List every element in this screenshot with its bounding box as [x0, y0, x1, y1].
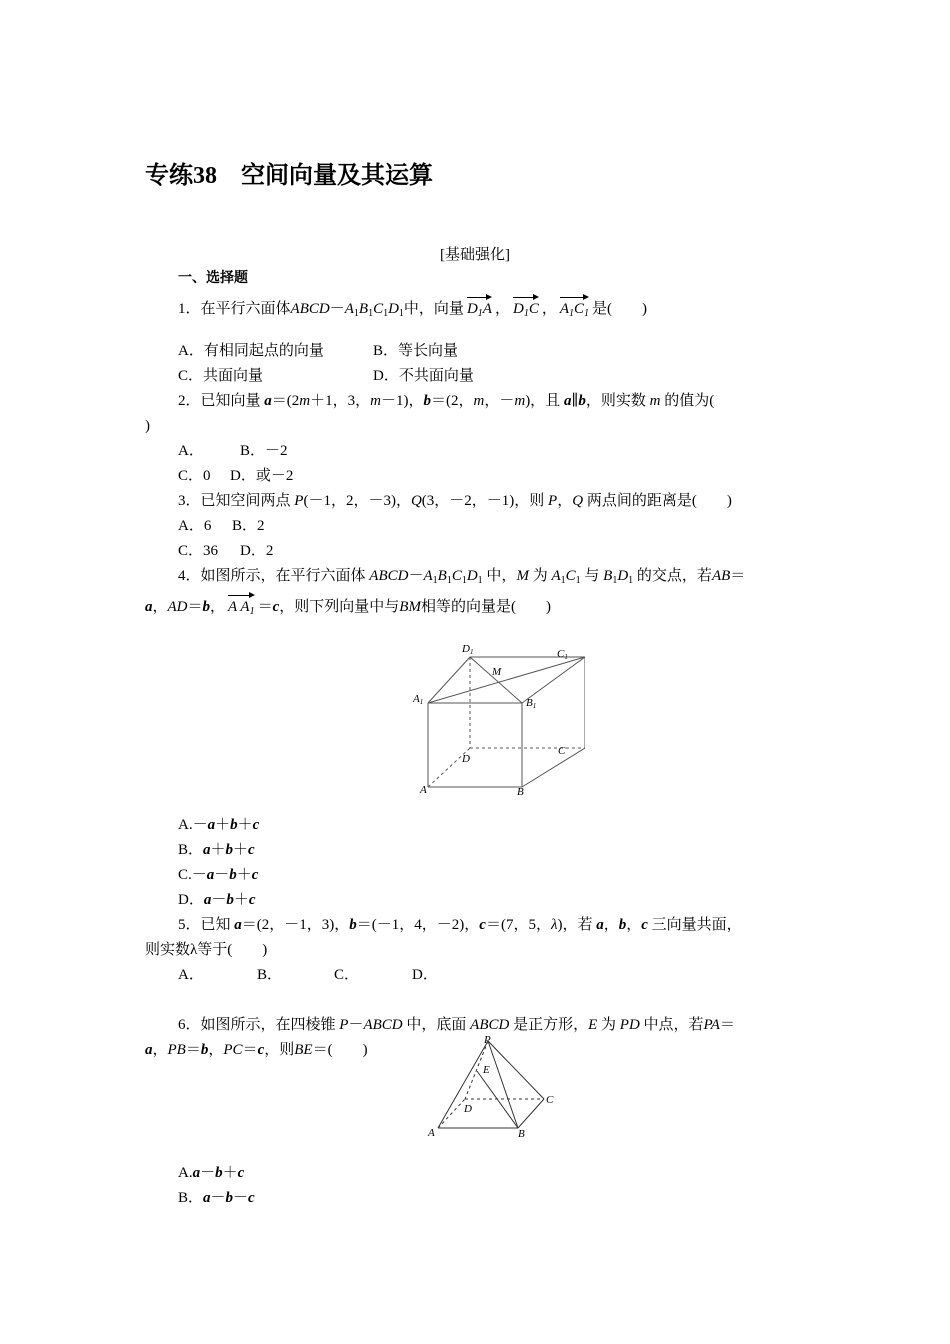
- q3-option-a: A．6: [178, 518, 212, 534]
- label-c: C: [558, 745, 566, 757]
- page-title: 专练38 空间向量及其运算: [145, 161, 433, 189]
- question-2: 2．已知向量 a＝(2m＋1，3，m－1)，b＝(2，m，－m)，且 a∥b，则实数 m 的值为(: [178, 393, 715, 409]
- label-d: D: [464, 1103, 472, 1115]
- q5-continuation: 则实数λ等于( ): [145, 942, 268, 958]
- q6-option-a: A.a－b＋c: [178, 1165, 245, 1181]
- question-6: 6．如图所示，在四棱锥 P－ABCD 中，底面 ABCD 是正方形，E 为 PD 中点，若PA＝: [178, 1017, 735, 1033]
- label-e: E: [483, 1064, 490, 1076]
- q1-option-b: B．等长向量: [373, 343, 459, 359]
- q5-option-c: C．: [334, 967, 360, 983]
- q2-option-b: B．－2: [240, 443, 288, 459]
- q1-option-a: A．有相同起点的向量: [178, 343, 324, 359]
- q4-option-c: C.－a－b＋c: [178, 867, 259, 883]
- label-m: M: [492, 666, 502, 678]
- label-b1: B1: [526, 697, 537, 710]
- label-c1: C1: [557, 648, 568, 661]
- part-heading: 一、选择题: [178, 270, 248, 286]
- label-a: A: [428, 1127, 435, 1139]
- q2-option-a: A．: [178, 443, 204, 459]
- q2-option-c: C．0: [178, 468, 211, 484]
- q5-option-a: A．: [178, 967, 204, 983]
- label-p: P: [484, 1035, 491, 1046]
- q3-option-b: B．2: [232, 518, 265, 534]
- question-3: 3．已知空间两点 P(－1，2，－3)，Q(3，－2，－1)，则 P，Q 两点间的距离是( ): [178, 493, 732, 509]
- question-6-line2: a，PB＝b，PC＝c，则BE＝( ): [145, 1042, 368, 1058]
- question-4: 4．如图所示，在平行六面体 $ABCD-A_1B_1C_1D_1$ 中，M 为 $A_1C_1$ 与 $B_1D_1$ 的交点，若AB＝: [178, 568, 746, 586]
- label-a: A: [420, 784, 427, 796]
- q2-option-d: D．或－2: [230, 468, 294, 484]
- parallelepiped-figure: [405, 640, 585, 805]
- q2-continuation: ): [145, 418, 150, 434]
- label-b: B: [517, 786, 524, 798]
- q4-option-b: B．a＋b＋c: [178, 842, 255, 858]
- label-b: B: [518, 1128, 525, 1140]
- question-1: 1．在平行六面体$ABCD-A_1B_1C_1D_1$中，向量 $D_1A$ ， $D_1C$ ， $A_1C_1$ 是( ): [178, 293, 647, 324]
- q1-option-d: D．不共面向量: [373, 368, 474, 384]
- q5-option-d: D．: [412, 967, 438, 983]
- label-d1: D1: [462, 643, 474, 656]
- q4-option-a: A.－a＋b＋c: [178, 817, 260, 833]
- question-5: 5．已知 a＝(2，－1，3)，b＝(－1，4，－2)，c＝(7，5，λ)，若 a，b，c 三向量共面，: [178, 917, 742, 933]
- section-heading: [基础强化]: [440, 247, 510, 263]
- label-d: D: [462, 753, 470, 765]
- q1-option-c: C．共面向量: [178, 368, 264, 384]
- q5-option-b: B．: [257, 967, 283, 983]
- label-a1: A1: [413, 693, 424, 706]
- q3-option-c: C．36: [178, 543, 219, 559]
- q6-option-b: B．a－b－c: [178, 1190, 255, 1206]
- q4-option-d: D．a－b＋c: [178, 892, 256, 908]
- pyramid-figure: [420, 1035, 560, 1145]
- label-c: C: [546, 1094, 554, 1106]
- question-4-line2: a，AD＝b， A $A_1 =c$，则下列向量中与BM相等的向量是( ): [145, 591, 551, 622]
- q3-option-d: D．2: [240, 543, 274, 559]
